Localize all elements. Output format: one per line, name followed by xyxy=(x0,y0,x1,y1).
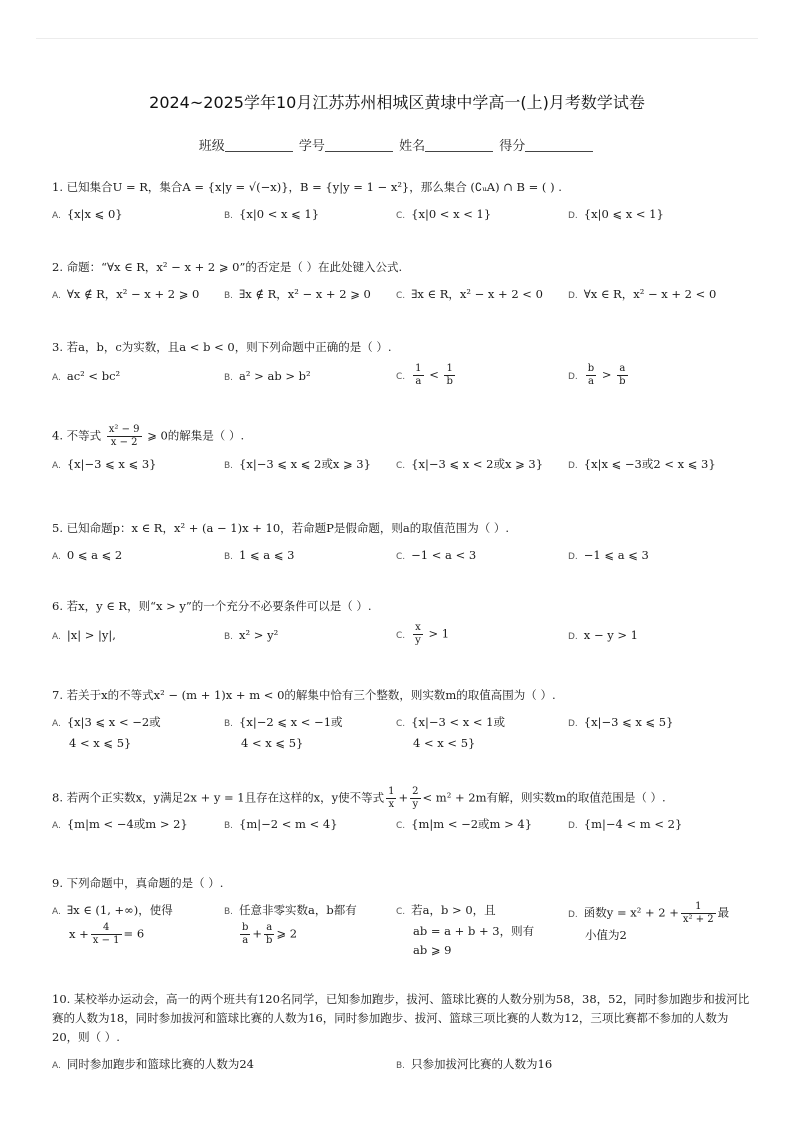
question-2 xyxy=(52,258,752,325)
question-stem: 10. 某校举办运动会，高一的两个班共有120名同学，已知参加跑步，拔河、篮球比赛的人数分别为58，38，52，同时参加跑步和拔河比赛的人数为18，同时参加拔河和篮球比赛的人数为16，同时参加跑步、拔河、篮球三项比赛的人数为12，三项比赛都不参加的人数为20，则（ ）. xyxy=(52,992,750,1044)
question-8 xyxy=(52,786,752,855)
fraction: $\frac{1}{a}$ xyxy=(415,363,422,387)
option-a[interactable]: A. 0 ⩽ a ⩽ 2 xyxy=(52,548,123,562)
question-6 xyxy=(52,597,752,662)
option-d[interactable]: D. {x|0 ⩽ x < 1} xyxy=(568,207,664,221)
student-info-row xyxy=(0,135,794,154)
question-stem: 4. 不等式 $\frac{\text{x² − 9}}{x - 2}$ ⩾ 0的解集是（ ）. xyxy=(52,424,245,448)
score-field[interactable] xyxy=(525,151,593,152)
option-b[interactable]: B. 1 ⩽ a ⩽ 3 xyxy=(224,548,295,562)
fraction: $\frac{b}{a}$ xyxy=(587,363,595,387)
option-a[interactable]: A. {x|3 ⩽ x < −2或 4 < x ⩽ 5} xyxy=(52,715,161,750)
option-a[interactable]: A. 同时参加跑步和篮球比赛的人数为24 xyxy=(52,1057,254,1071)
student-id-label: 学号 xyxy=(298,139,325,154)
option-a[interactable]: A. ∃x ∈ (1, +∞)，使得 x + $\frac{4}{x - 1}$ = 6 xyxy=(52,903,173,946)
question-5 xyxy=(52,519,752,586)
option-a[interactable]: A. |x| > |y|, xyxy=(52,628,116,642)
option-c[interactable]: C. −1 < a < 3 xyxy=(396,548,477,562)
option-d[interactable]: D. $\frac{b}{a}$ > $\frac{a}{b}$ xyxy=(568,363,626,387)
name-label: 姓名 xyxy=(399,139,426,154)
fraction: $\frac{b}{a}$ xyxy=(242,922,249,946)
option-b[interactable]: B. {x|−2 ⩽ x < −1或 4 < x ⩽ 5} xyxy=(224,715,343,750)
option-d[interactable]: D. {m|−4 < m < 2} xyxy=(568,817,683,831)
option-b[interactable]: B. 任意非零实数a，b都有 $\frac{b}{a}$ + $\frac{a}{b}$ ⩾ 2 xyxy=(224,903,357,946)
question-3 xyxy=(52,338,752,403)
question-stem: 9. 下列命题中，真命题的是（ ）. xyxy=(52,876,224,890)
option-d[interactable]: D. ∀x ∈ R，x² − x + 2 < 0 xyxy=(568,287,717,301)
score-label: 得分 xyxy=(499,139,526,154)
option-d[interactable]: D. x − y > 1 xyxy=(568,628,638,642)
fraction: $\frac{x}{y}$ xyxy=(415,622,421,646)
class-field[interactable] xyxy=(225,151,293,152)
fraction: $\frac{a}{b}$ xyxy=(266,922,273,946)
question-stem: 5. 已知命题p：x ∈ R，x² + (a − 1)x + 10，若命题P是假命题，则a的取值范围为（ ）. xyxy=(52,521,510,535)
option-c[interactable]: C. 若a，b > 0，且 ab = a + b + 3，则有 ab ⩾ 9 xyxy=(396,903,535,957)
option-b[interactable]: B. x² > y² xyxy=(224,628,279,642)
fraction: $\frac{1}{\text{x² + 2}}$ xyxy=(682,901,714,925)
question-stem: 2. 命题：“∀x ∈ R，x² − x + 2 ⩾ 0”的否定是（ ）在此处键入公式. xyxy=(52,260,403,274)
option-b[interactable]: B. {x|0 < x ⩽ 1} xyxy=(224,207,320,221)
fraction: $\frac{\text{x² − 9}}{x - 2}$ xyxy=(108,424,140,448)
fraction: $\frac{1}{x}$ xyxy=(388,786,395,810)
question-stem: 3. 若a，b，c为实数，且a < b < 0，则下列命题中正确的是（ ）. xyxy=(52,340,392,354)
option-d[interactable]: D. {x|x ⩽ −3或2 < x ⩽ 3} xyxy=(568,457,716,471)
fraction: $\frac{1}{b}$ xyxy=(446,363,453,387)
option-d[interactable]: D. −1 ⩽ a ⩽ 3 xyxy=(568,548,649,562)
option-a[interactable]: A. {m|m < −4或m > 2} xyxy=(52,817,188,831)
option-a[interactable]: A. ac² < bc² xyxy=(52,369,121,383)
option-c[interactable]: C. {x|−3 < x < 1或 4 < x < 5} xyxy=(396,715,505,750)
option-a[interactable]: A. ∀x ∉ R，x² − x + 2 ⩾ 0 xyxy=(52,287,200,301)
question-4 xyxy=(52,424,752,495)
option-b[interactable]: B. {x|−3 ⩽ x ⩽ 2或x ⩾ 3} xyxy=(224,457,371,471)
name-field[interactable] xyxy=(425,151,493,152)
question-stem: 6. 若x，y ∈ R，则“x > y”的一个充分不必要条件可以是（ ）. xyxy=(52,599,372,613)
question-1 xyxy=(52,178,752,245)
option-b[interactable]: B. 只参加拔河比赛的人数为16 xyxy=(396,1057,553,1071)
option-c[interactable]: C. {x|0 < x < 1} xyxy=(396,207,492,221)
question-9 xyxy=(52,874,752,967)
option-c[interactable]: C. $\frac{x}{y}$ > 1 xyxy=(396,622,450,646)
option-a[interactable]: A. {x|x ⩽ 0} xyxy=(52,207,123,221)
option-c[interactable]: C. {x|−3 ⩽ x < 2或x ⩾ 3} xyxy=(396,457,544,471)
option-c[interactable]: C. ∃x ∈ R，x² − x + 2 < 0 xyxy=(396,287,543,301)
option-d[interactable]: D. 函数y = x² + 2 + $\frac{1}{\text{x² + 2}}$ 最 小值为2 xyxy=(568,901,730,942)
question-stem: 7. 若关于x的不等式x² − (m + 1)x + m < 0的解集中恰有三个整数，则实数m的取值高围为（ ）. xyxy=(52,688,556,702)
question-7 xyxy=(52,686,752,757)
fraction: $\frac{a}{b}$ xyxy=(619,363,626,387)
fraction: $\frac{4}{x - 1}$ xyxy=(92,922,120,946)
class-label: 班级 xyxy=(198,139,225,154)
option-b[interactable]: B. {m|−2 < m < 4} xyxy=(224,817,338,831)
top-divider xyxy=(36,38,758,39)
option-a[interactable]: A. {x|−3 ⩽ x ⩽ 3} xyxy=(52,457,157,471)
page-title: 2024~2025学年10月江苏苏州相城区黄埭中学高一(上)月考数学试卷 xyxy=(149,93,645,112)
question-10 xyxy=(52,990,752,1095)
option-b[interactable]: B. a² > ab > b² xyxy=(224,369,311,383)
fraction: $\frac{2}{y}$ xyxy=(412,786,419,810)
student-id-field[interactable] xyxy=(325,151,393,152)
option-c[interactable]: C. {m|m < −2或m > 4} xyxy=(396,817,533,831)
option-b[interactable]: B. ∃x ∉ R，x² − x + 2 ⩾ 0 xyxy=(224,287,371,301)
option-c[interactable]: C. $\frac{1}{a}$ < $\frac{1}{b}$ xyxy=(396,363,453,387)
question-stem: 8. 若两个正实数x，y满足2x + y = 1且存在这样的x，y使不等式 $\frac{1}{x}$ + $\frac{2}{y}$ < m² + 2m有解，则实数m的取值范围是（ ）. xyxy=(52,786,666,810)
question-stem: 1. 已知集合U = R，集合A = {x|y = √(−x)}，B = {y|y = 1 − x²}，那么集合 (∁ᵤA) ∩ B = ( ) . xyxy=(52,180,562,194)
option-d[interactable]: D. {x|−3 ⩽ x ⩽ 5} xyxy=(568,715,674,729)
